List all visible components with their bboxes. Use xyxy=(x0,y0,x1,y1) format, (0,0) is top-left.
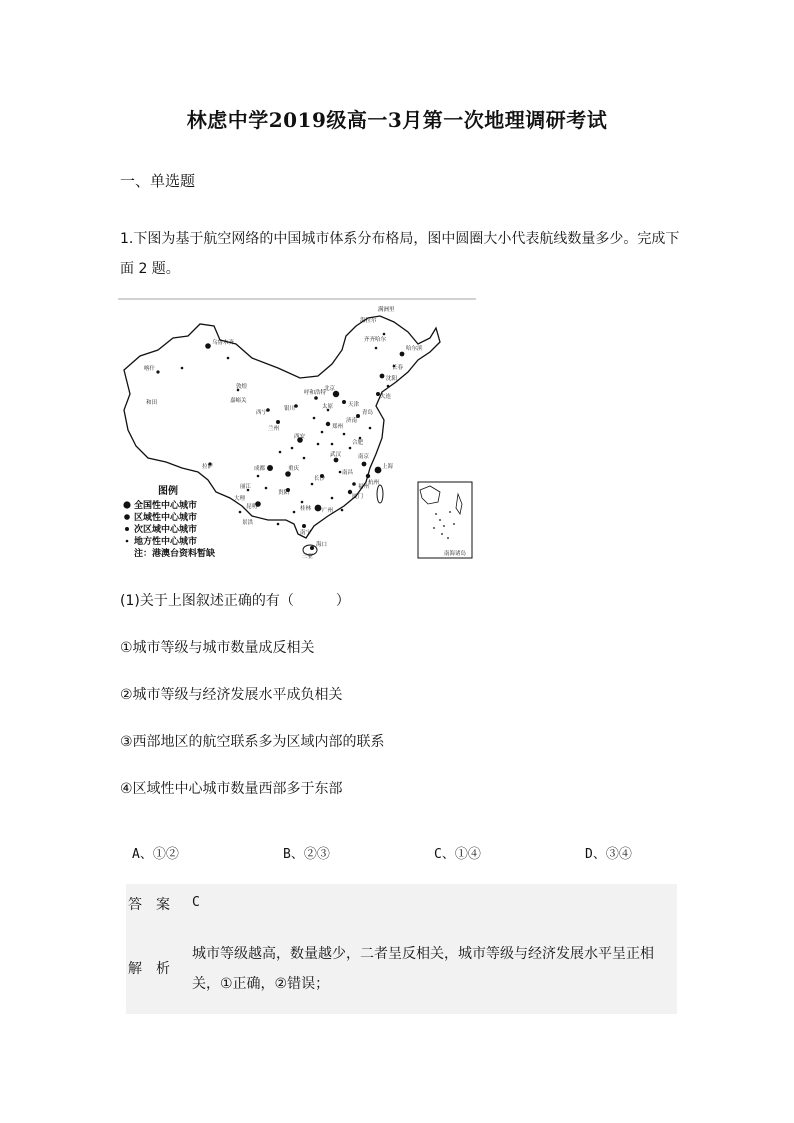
city-dot-chongqing xyxy=(285,471,291,477)
city-label: 成都 xyxy=(254,466,266,472)
city-dot-shenyang xyxy=(380,374,385,379)
city-label: 青岛 xyxy=(362,410,374,416)
china-airline-city-map xyxy=(118,298,476,562)
answer-value: C xyxy=(192,895,200,910)
city-label: 天津 xyxy=(348,402,360,408)
city-label: 哈尔滨 xyxy=(406,346,423,352)
city-label: 大理 xyxy=(234,496,246,502)
city-label: 三亚 xyxy=(302,554,314,560)
legend-item: 区域性中心城市 xyxy=(134,513,198,523)
city-label: 沈阳 xyxy=(386,376,398,382)
city-label: 兰州 xyxy=(268,426,280,432)
legend-item: 次区域中心城市 xyxy=(134,525,198,535)
answer-options xyxy=(132,843,692,863)
city-label: 丽江 xyxy=(240,484,252,490)
city-dot-fuzhou xyxy=(352,482,356,486)
city-label: 敦煌 xyxy=(236,384,248,390)
legend-symbol-local xyxy=(126,540,129,543)
city-label: 杭州 xyxy=(368,480,380,486)
city-label: 合肥 xyxy=(352,440,364,446)
city-dot-guangzhou xyxy=(315,505,322,512)
subquestion-1: (1)关于上图叙述正确的有（ ） xyxy=(120,593,350,609)
city-label: 西安 xyxy=(294,434,306,440)
city-label: 齐齐哈尔 xyxy=(364,337,387,343)
city-dot-kashgar xyxy=(156,370,159,373)
legend-note: 注：港澳台资料暂缺 xyxy=(134,549,216,559)
small-city-markers xyxy=(181,333,396,526)
legend-item: 地方性中心城市 xyxy=(134,537,198,547)
city-dot-zhengzhou xyxy=(326,422,330,426)
city-label: 嘉峪关 xyxy=(230,398,247,404)
answer-label: 答案 xyxy=(128,897,184,913)
city-dot-urumqi xyxy=(205,343,211,349)
city-label: 济南 xyxy=(346,418,358,424)
option-a[interactable]: A、①② xyxy=(132,847,179,862)
city-label: 桂林 xyxy=(300,506,312,512)
city-dot-lanzhou xyxy=(276,420,280,424)
map-legend xyxy=(123,484,215,559)
city-label: 呼和浩特 xyxy=(304,390,327,396)
city-dot-nanjing xyxy=(362,462,367,467)
city-label: 和田 xyxy=(146,400,158,406)
answer-panel xyxy=(126,884,677,1014)
city-label: 太原 xyxy=(322,404,334,410)
question-stem: 1.下图为基于航空网络的中国城市体系分布格局，图中圆圈大小代表航线数量多少。完成下面 2 题。 xyxy=(120,231,680,277)
analysis-label: 解析 xyxy=(128,961,184,977)
city-label: 景洪 xyxy=(242,520,254,526)
legend-item: 全国性中心城市 xyxy=(134,501,198,511)
legend-symbol-subregional xyxy=(125,527,129,531)
taiwan-island xyxy=(377,485,383,503)
city-label: 北京 xyxy=(324,386,336,392)
statement-3: ③西部地区的航空联系多为区域内部的联系 xyxy=(120,734,385,750)
city-label: 海口 xyxy=(316,542,328,548)
city-label: 长春 xyxy=(392,365,404,371)
city-dot-shanghai xyxy=(375,467,382,474)
statement-2: ②城市等级与经济发展水平成负相关 xyxy=(120,687,343,703)
city-label: 广州 xyxy=(322,508,334,514)
city-label: 郑州 xyxy=(332,424,344,430)
city-label: 南昌 xyxy=(342,470,354,476)
city-label: 武汉 xyxy=(330,452,342,458)
section-heading: 一、单选题 xyxy=(120,172,196,190)
option-d[interactable]: D、③④ xyxy=(585,847,632,862)
city-label: 长沙 xyxy=(314,476,326,482)
city-label: 海拉尔 xyxy=(360,318,377,324)
statement-4: ④区域性中心城市数量西部多于东部 xyxy=(120,781,343,797)
south-china-sea-inset xyxy=(418,482,472,558)
city-label: 南宁 xyxy=(300,530,312,536)
city-label: 重庆 xyxy=(288,466,300,472)
city-dot-haikou xyxy=(310,546,314,550)
city-dot-hangzhou xyxy=(366,474,370,478)
statement-1: ①城市等级与城市数量成反相关 xyxy=(120,640,315,656)
city-label: 上海 xyxy=(382,464,394,470)
legend-symbol-regional xyxy=(124,514,130,520)
inset-label: 南海诸岛 xyxy=(444,551,467,557)
city-label: 满洲里 xyxy=(378,307,395,313)
city-dot-harbin xyxy=(400,352,405,357)
city-dot-huhhot xyxy=(314,396,318,400)
city-dot-wuhan xyxy=(334,458,339,463)
legend-title: 图例 xyxy=(158,486,178,497)
city-label: 乌鲁木齐 xyxy=(212,340,235,346)
analysis-text: 城市等级越高，数量越少，二者呈反相关，城市等级与经济发展水平呈正相关，①正确，②错误； xyxy=(192,946,654,992)
city-label: 西宁 xyxy=(256,410,268,416)
city-dot-tianjin xyxy=(342,400,346,404)
city-label: 南京 xyxy=(358,454,370,460)
city-label: 厦门 xyxy=(352,494,364,500)
city-label: 大连 xyxy=(380,394,392,400)
city-label: 昆明 xyxy=(246,504,258,510)
map-figure xyxy=(118,298,476,562)
city-label: 喀什 xyxy=(144,366,156,372)
option-c[interactable]: C、①④ xyxy=(434,847,481,862)
city-label: 贵阳 xyxy=(278,490,290,496)
legend-symbol-national xyxy=(123,501,130,508)
city-dot-nanning xyxy=(302,524,306,528)
city-label: 福州 xyxy=(358,484,370,490)
city-label: 拉萨 xyxy=(202,464,214,470)
option-b[interactable]: B、②③ xyxy=(283,847,330,862)
city-dot-chengdu xyxy=(267,465,273,471)
city-label: 银川 xyxy=(284,406,296,412)
page-title: 林虑中学2019级高一3月第一次地理调研考试 xyxy=(186,108,608,132)
